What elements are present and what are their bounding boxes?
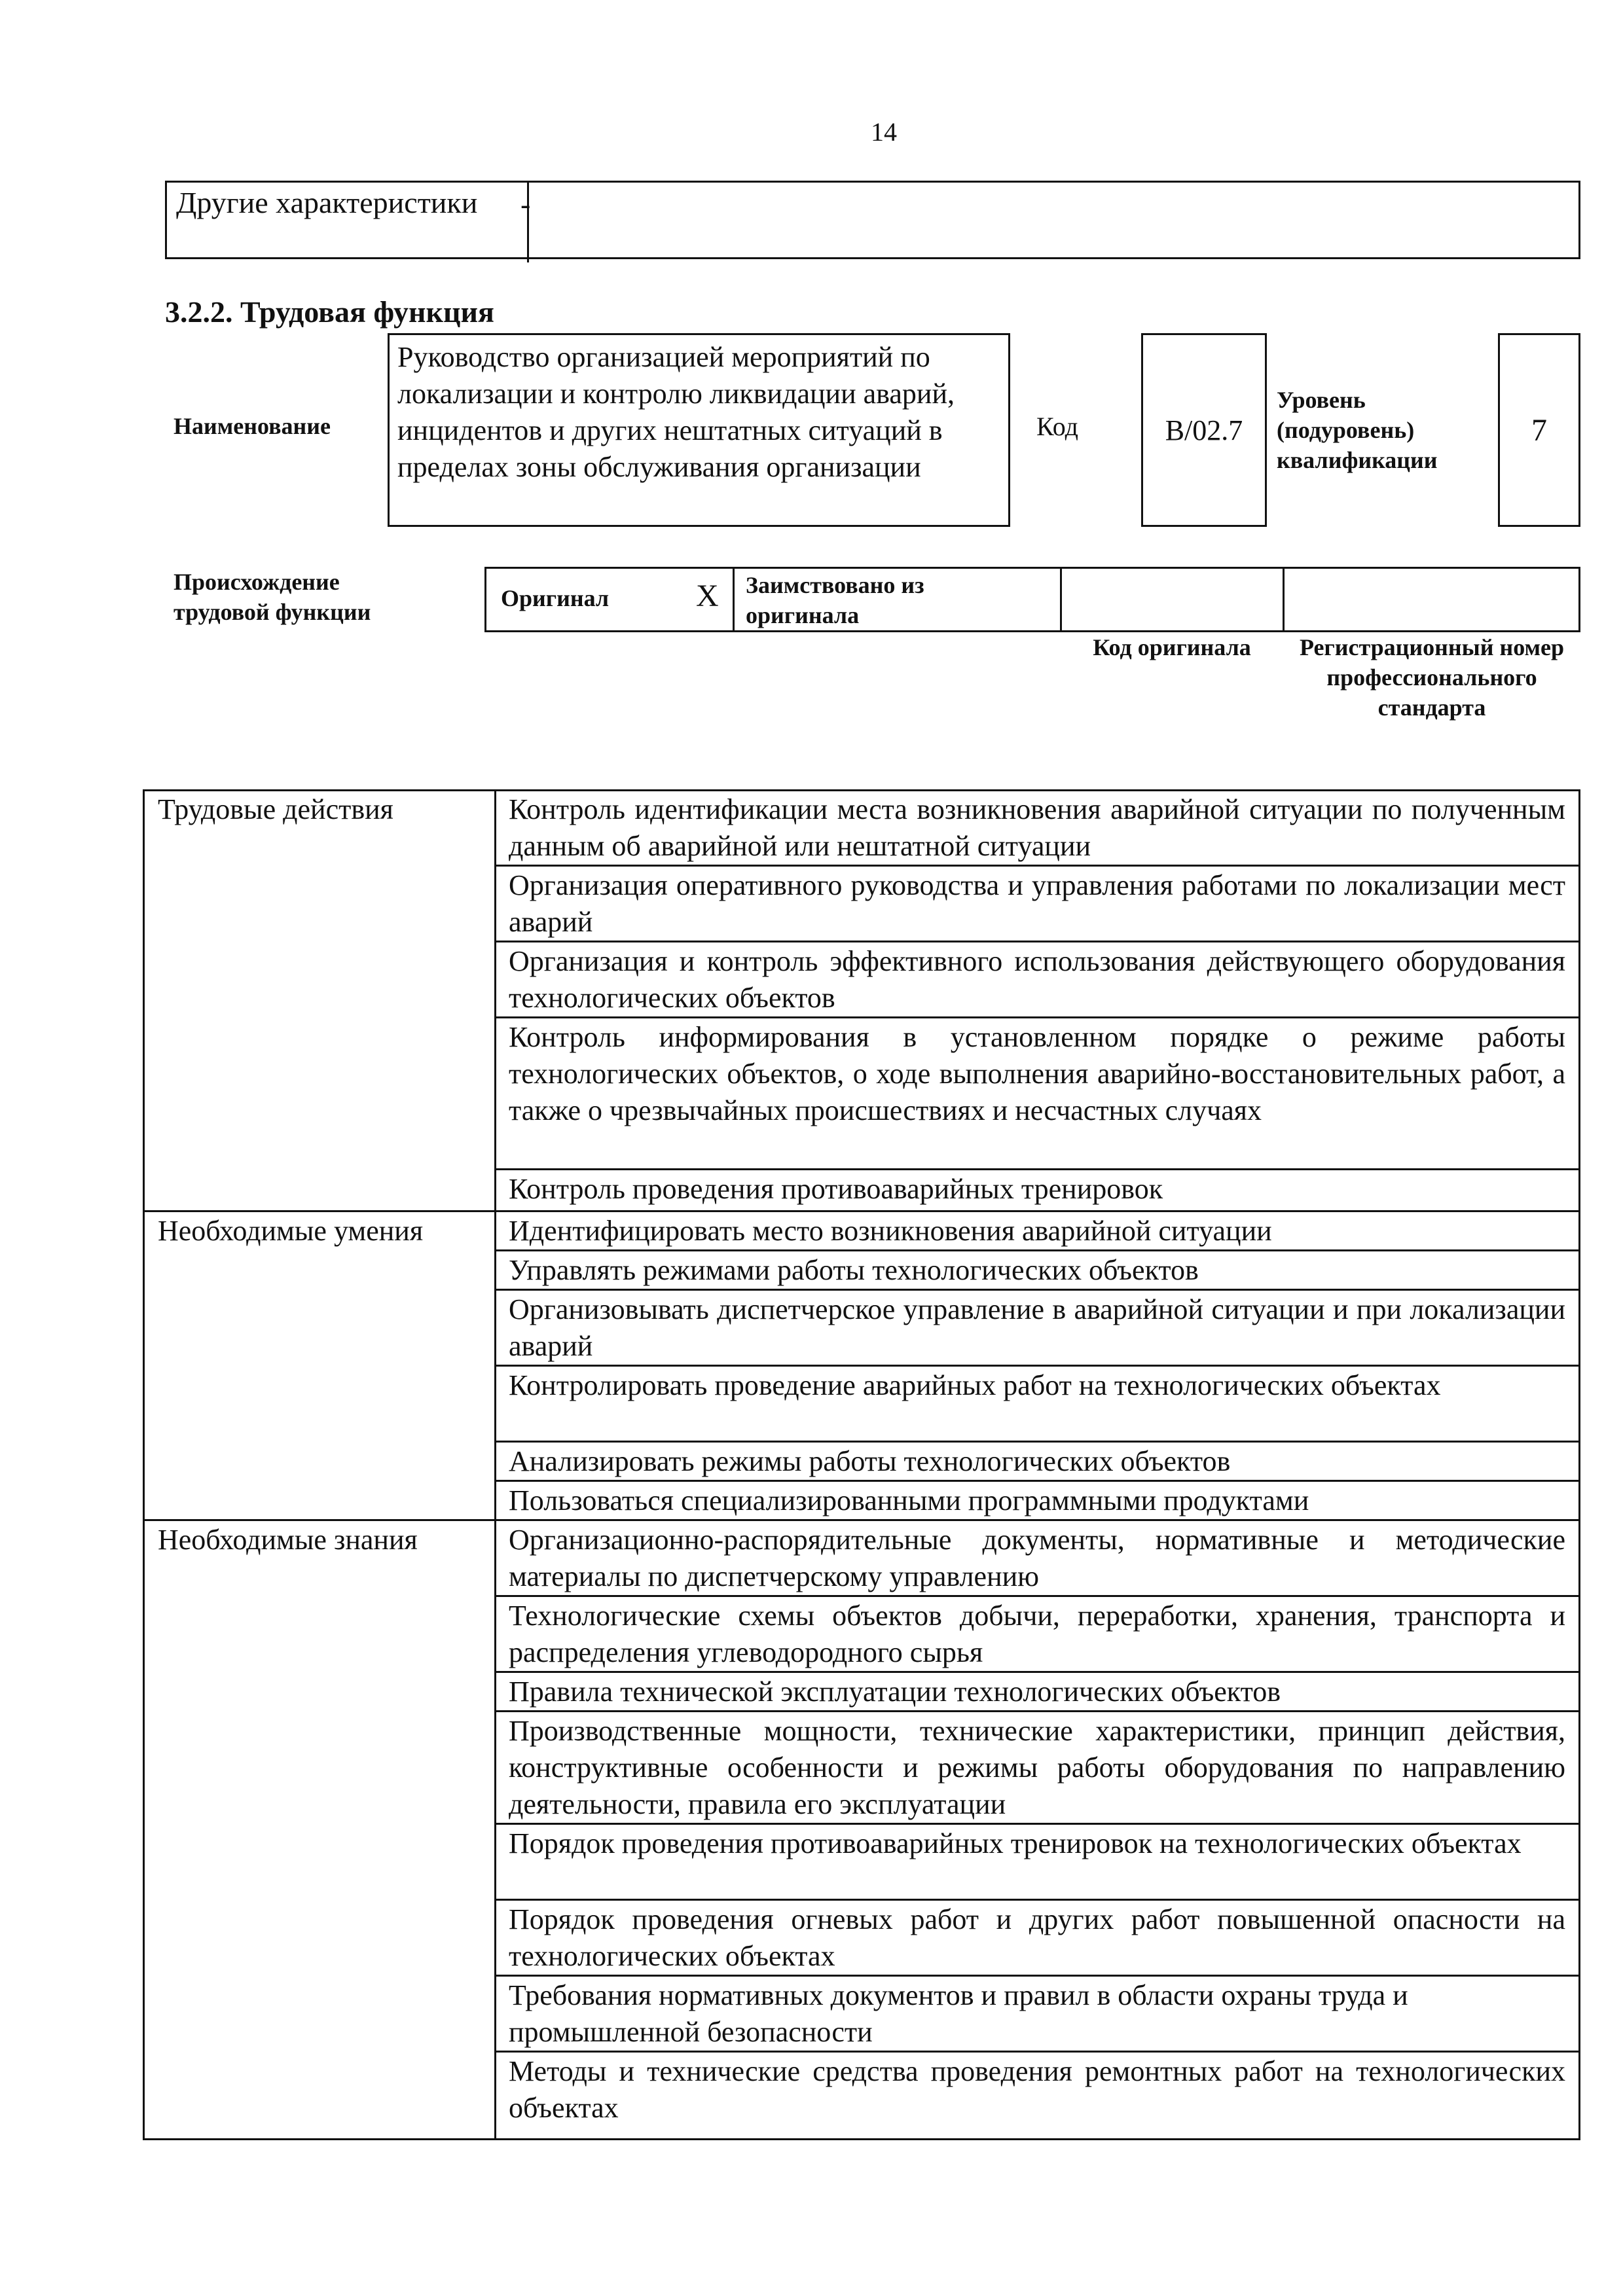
code-label: Код xyxy=(1036,412,1078,441)
other-characteristics-table xyxy=(165,181,1580,259)
borrowed-label: Заимствовано из оригинала xyxy=(746,572,924,628)
original-code-cell xyxy=(1060,569,1285,630)
table-row: Организационно-распорядительные документы, нормативные и методические материалы по диспетчерскому управлению xyxy=(509,1524,1565,1592)
other-characteristics-label: Другие характеристики xyxy=(167,183,529,262)
reg-number-cell xyxy=(1283,569,1578,630)
table-row: Требования нормативных документов и правил в области охраны труда и промышленной безопасности xyxy=(509,1979,1408,2048)
table-row: Организация оперативного руководства и управления работами по локализации мест аварий xyxy=(509,869,1565,938)
table-row: Порядок проведения огневых работ и других работ повышенной опасности на технологических объектах xyxy=(509,1903,1565,1972)
level-label: Уровень (подуровень) квалификации xyxy=(1277,387,1438,473)
original-mark: X xyxy=(696,579,719,613)
table-row: Анализировать режимы работы технологических объектов xyxy=(509,1445,1231,1477)
table-row: Пользоваться специализированными программными продуктами xyxy=(509,1484,1309,1516)
name-label: Наименование xyxy=(173,413,331,439)
table-row: Контроль информирования в установленном порядке о режиме работы технологических объектов, о ходе выполнения аварийно-восстановительных работ, а также о чрезвычайных происшествиях и несчастных случаях xyxy=(509,1021,1565,1126)
category-knowledge: Необходимые знания xyxy=(158,1524,418,1556)
table-row: Контроль проведения противоаварийных тренировок xyxy=(509,1173,1163,1205)
table-row: Организация и контроль эффективного использования действующего оборудования технологических объектов xyxy=(509,945,1565,1014)
table-row: Правила технической эксплуатации технологических объектов xyxy=(509,1676,1281,1708)
function-details-table xyxy=(143,789,1580,2140)
origin-borrowed-cell xyxy=(733,569,1062,630)
origin-label: Происхождение трудовой функции xyxy=(173,569,371,625)
table-row: Организовывать диспетчерское управление в аварийной ситуации и при локализации аварий xyxy=(509,1293,1565,1362)
original-label: Оригинал xyxy=(501,585,610,611)
table-row: Производственные мощности, технические характеристики, принцип действия, конструктивные особенности и режимы работы оборудования по направлению деятельности, правила его эксплуатации xyxy=(509,1715,1565,1820)
table-row: Управлять режимами работы технологических объектов xyxy=(509,1254,1199,1286)
table-row: Технологические схемы объектов добычи, переработки, хранения, транспорта и распределения углеводородного сырья xyxy=(509,1600,1565,1668)
original-code-caption: Код оригинала xyxy=(1093,634,1251,660)
table-row: Контроль идентификации места возникновения аварийной ситуации по полученным данным об аварийной или нештатной ситуации xyxy=(509,793,1565,862)
reg-number-caption: Регистрационный номер профессионального стандарта xyxy=(1299,634,1565,721)
page-number: 14 xyxy=(871,117,897,147)
table-row: Методы и технические средства проведения ремонтных работ на технологических объектах xyxy=(509,2055,1565,2124)
table-row: Идентифицировать место возникновения аварийной ситуации xyxy=(509,1215,1272,1247)
function-name: Руководство организацией мероприятий по локализации и контролю ликвидации аварий, инцидентов и других нештатных ситуаций в пределах зоны обслуживания организации xyxy=(388,333,1010,527)
category-actions: Трудовые действия xyxy=(158,793,393,825)
function-code: B/02.7 xyxy=(1141,333,1267,527)
other-characteristics-value: - xyxy=(520,187,531,221)
origin-original-cell xyxy=(486,569,735,630)
qualification-level: 7 xyxy=(1498,333,1580,527)
table-row: Контролировать проведение аварийных работ на технологических объектах xyxy=(509,1369,1441,1401)
category-skills: Необходимые умения xyxy=(158,1215,424,1247)
section-title: 3.2.2. Трудовая функция xyxy=(165,295,494,329)
table-row: Порядок проведения противоаварийных тренировок на технологических объектах xyxy=(509,1827,1522,1859)
origin-table xyxy=(484,567,1580,632)
